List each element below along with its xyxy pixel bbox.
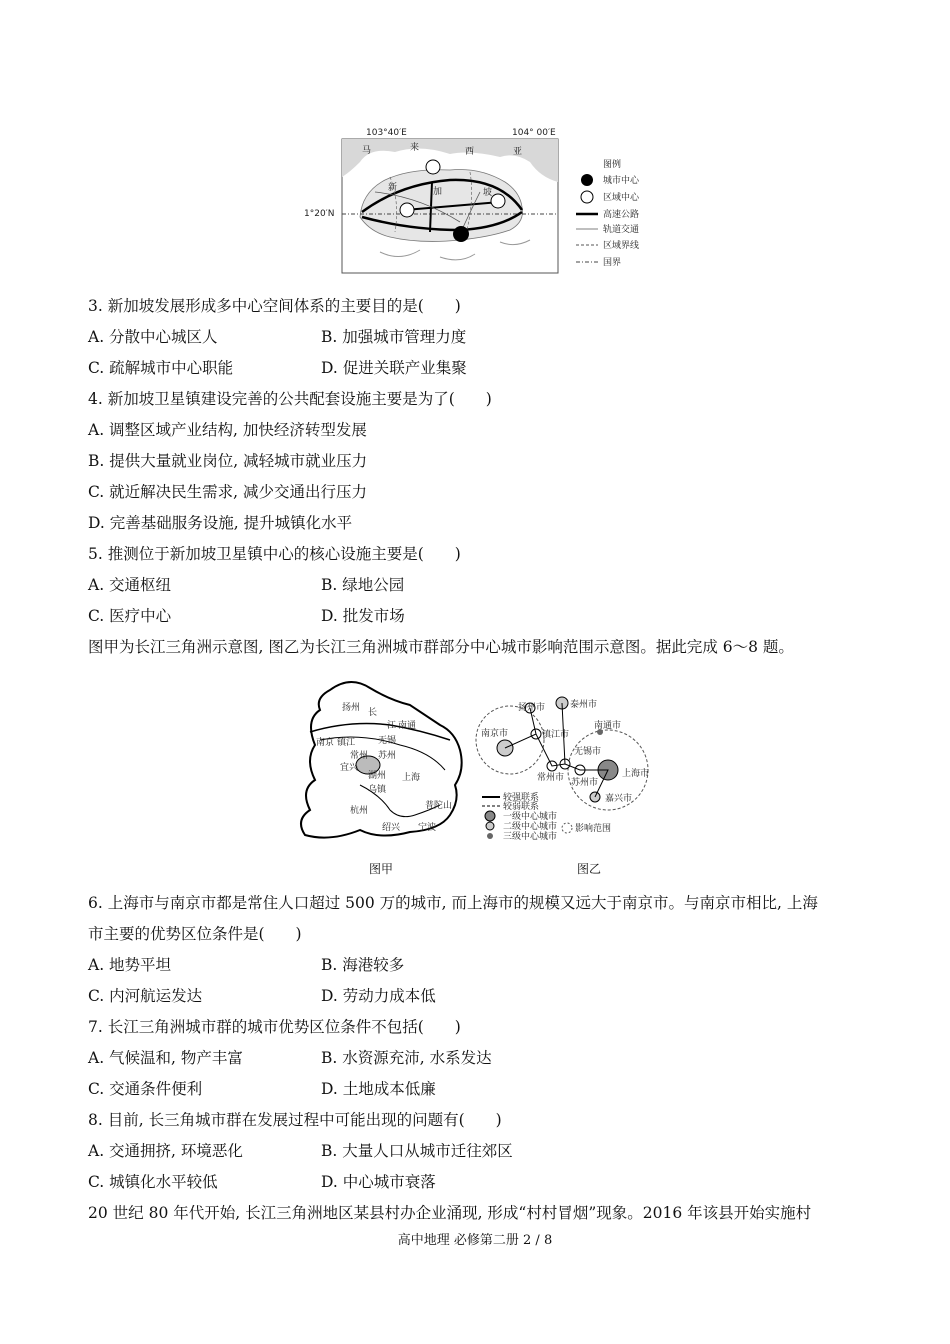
label-xi: 西 [465, 147, 475, 157]
q4-option-c: C. 就近解决民生需求, 减少交通出行压力 [88, 483, 368, 501]
regional-center-east [491, 194, 505, 208]
map-b [476, 697, 649, 842]
city-wuxi: 无锡 [378, 736, 397, 746]
city-b-yangzhou: 扬州市 [518, 703, 546, 713]
q3-option-d: D. 促进关联产业集聚 [321, 359, 467, 377]
q4-option-d: D. 完善基础服务设施, 提升城镇化水平 [88, 514, 353, 532]
city-yixing: 宜兴 [340, 763, 359, 773]
q6-stem-1: 6. 上海市与南京市都是常住人口超过 500 万的城市, 而上海市的规模又远大于南京市。与南京市相比, 上海 [88, 894, 818, 912]
city-yangzhou: 扬州 [342, 703, 361, 713]
legend-district: 区域界线 [603, 241, 640, 251]
caption-a: 图甲 [369, 862, 394, 876]
q6-stem-2: 市主要的优势区位条件是( ) [88, 925, 302, 943]
caption-b: 图乙 [577, 862, 602, 876]
q3-option-a: A. 分散中心城区人 [88, 328, 218, 346]
legend-border: 国界 [603, 258, 622, 268]
lon-left-label: 103°40′E [366, 128, 407, 138]
q8-stem: 8. 目前, 长三角城市群在发展过程中可能出现的问题有( ) [88, 1111, 502, 1129]
q8-option-a: A. 交通拥挤, 环境恶化 [88, 1142, 243, 1160]
q6-option-b: B. 海港较多 [321, 956, 405, 974]
q5-option-b: B. 绿地公园 [321, 576, 405, 594]
legend-b-strong: 较强联系 [503, 793, 540, 803]
q8-option-d: D. 中心城市衰落 [321, 1173, 436, 1191]
q7-option-b: B. 水资源充沛, 水系发达 [321, 1049, 492, 1067]
q7-option-a: A. 气候温和, 物产丰富 [88, 1049, 243, 1067]
legend-b-weak: 较弱联系 [503, 802, 540, 812]
label-ya: 亚 [513, 147, 523, 157]
label-ma: 马 [362, 146, 372, 156]
q8-option-b: B. 大量人口从城市迁往郊区 [321, 1142, 513, 1160]
q5-option-a: A. 交通枢纽 [88, 576, 172, 594]
legend-regional-center: 区域中心 [603, 193, 640, 203]
city-b-suzhou: 苏州市 [571, 778, 599, 788]
q8-option-c: C. 城镇化水平较低 [88, 1173, 218, 1191]
legend-b-level2: 二级中心城市 [503, 822, 558, 832]
label-jia: 加 [433, 187, 443, 197]
city-shanghai: 上海 [402, 773, 421, 783]
q4-option-a: A. 调整区域产业结构, 加快经济转型发展 [88, 421, 367, 439]
city-suzhou: 苏州 [378, 751, 397, 761]
page-footer: 高中地理 必修第二册 2 / 8 [397, 1233, 553, 1248]
q3-option-c: C. 疏解城市中心职能 [88, 359, 234, 377]
q3-stem: 3. 新加坡发展形成多中心空间体系的主要目的是( ) [88, 297, 461, 315]
city-zhenjiang: 镇江 [337, 738, 356, 748]
city-b-wuxi: 无锡市 [574, 747, 602, 757]
singapore-map-figure [300, 122, 660, 277]
q4-option-b: B. 提供大量就业岗位, 减轻城市就业压力 [88, 452, 368, 470]
city-b-taizhou: 泰州市 [570, 700, 598, 710]
lat-label: 1°20′N [304, 209, 335, 219]
intro-6-8: 图甲为长江三角洲示意图, 图乙为长江三角洲城市群部分中心城市影响范围示意图。据此完成 6～8 题。 [88, 638, 794, 656]
legend-rail: 轨道交通 [603, 225, 640, 235]
city-center [453, 226, 469, 242]
yangtze-delta-figure [290, 670, 660, 880]
q5-option-c: C. 医疗中心 [88, 607, 172, 625]
label-xin: 新 [388, 183, 398, 193]
legend-city-center: 城市中心 [603, 176, 640, 186]
q4-stem: 4. 新加坡卫星镇建设完善的公共配套设施主要是为了( ) [88, 390, 492, 408]
q5-option-d: D. 批发市场 [321, 607, 405, 625]
city-huzhou: 湖州 [368, 771, 387, 781]
legend-b-level3: 三级中心城市 [503, 832, 558, 842]
city-changzhou: 常州 [350, 751, 369, 761]
city-putuoshan: 普陀山 [425, 801, 453, 811]
q3-option-b: B. 加强城市管理力度 [321, 328, 467, 346]
label-jiang: 江 [387, 721, 397, 731]
city-b-shanghai: 上海市 [622, 769, 650, 779]
city-nanjing: 南京 [316, 738, 335, 748]
label-po: 坡 [483, 188, 493, 198]
legend-b-range: 影响范围 [575, 824, 612, 834]
city-b-changzhou: 常州市 [537, 773, 565, 783]
singapore-map [300, 122, 660, 277]
city-b-nantong: 南通市 [594, 721, 622, 731]
q6-option-a: A. 地势平坦 [88, 956, 172, 974]
q5-stem: 5. 推测位于新加坡卫星镇中心的核心设施主要是( ) [88, 545, 461, 563]
legend-b-level1: 一级中心城市 [503, 812, 558, 822]
yangtze-delta-maps [290, 670, 660, 880]
q6-option-c: C. 内河航运发达 [88, 987, 203, 1005]
legend-title: 图例 [603, 160, 622, 170]
lon-right-label: 104° 00′E [512, 128, 556, 138]
city-b-jiaxing: 嘉兴市 [605, 794, 633, 804]
city-b-zhenjiang: 镇江市 [542, 730, 570, 740]
q7-option-c: C. 交通条件便利 [88, 1080, 203, 1098]
city-ningbo: 宁波 [418, 823, 437, 833]
regional-center-north [426, 160, 440, 174]
city-wuzhen: 乌镇 [368, 785, 387, 795]
q7-stem: 7. 长江三角洲城市群的城市优势区位条件不包括( ) [88, 1018, 461, 1036]
regional-center-west [400, 203, 414, 217]
passage-tail: 20 世纪 80 年代开始, 长江三角洲地区某县村办企业涌现, 形成“村村冒烟”现象。2016 年该县开始实施村 [88, 1204, 812, 1222]
legend-city-center-symbol [581, 174, 593, 186]
label-chang: 长 [368, 708, 378, 718]
legend-regional-center-symbol [581, 191, 593, 203]
city-hangzhou: 杭州 [350, 806, 369, 816]
q7-option-d: D. 土地成本低廉 [321, 1080, 436, 1098]
city-b-nanjing: 南京市 [481, 729, 509, 739]
city-shaoxing: 绍兴 [382, 823, 401, 833]
legend-highway: 高速公路 [603, 210, 640, 220]
q6-option-d: D. 劳动力成本低 [321, 987, 436, 1005]
city-nantong: 南通 [398, 721, 417, 731]
label-lai: 来 [410, 143, 420, 153]
